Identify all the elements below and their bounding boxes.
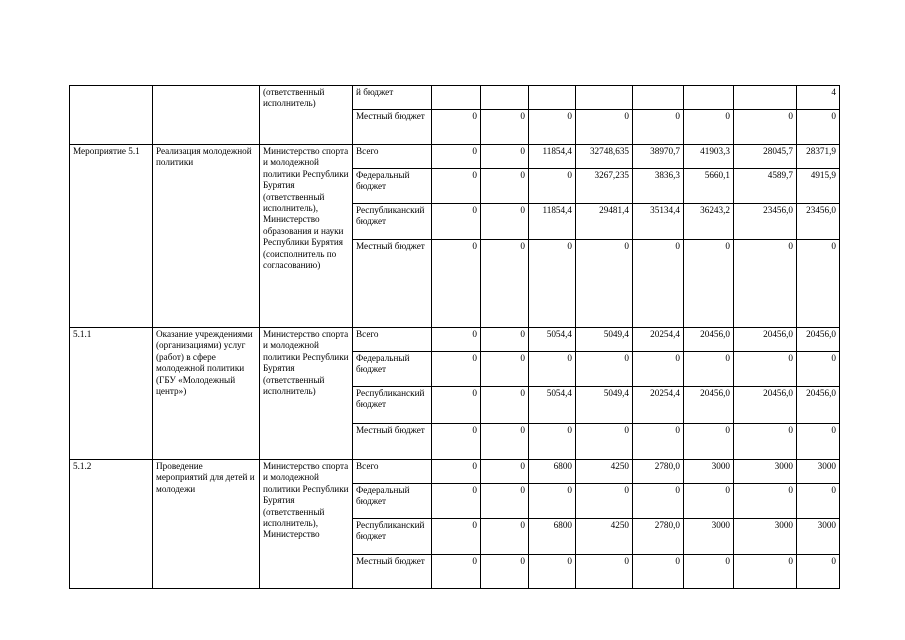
value-cell: 0 [432, 169, 481, 204]
value-cell: 0 [432, 519, 481, 555]
value-cell: 0 [684, 110, 734, 145]
value-cell [432, 86, 481, 110]
value-cell: 0 [797, 110, 840, 145]
value-cell: 0 [633, 555, 684, 589]
value-cell: 6800 [529, 519, 576, 555]
value-cell: 0 [734, 424, 797, 460]
value-cell: 0 [797, 424, 840, 460]
value-cell: 4 [797, 86, 840, 110]
value-cell: 0 [529, 240, 576, 328]
value-cell: 3000 [797, 519, 840, 555]
source-cell: Республиканский бюджет [353, 519, 432, 555]
value-cell: 0 [576, 110, 633, 145]
value-cell: 20456,0 [684, 387, 734, 424]
value-cell: 4250 [576, 519, 633, 555]
value-cell: 0 [432, 352, 481, 387]
value-cell: 3267,235 [576, 169, 633, 204]
value-cell: 0 [529, 555, 576, 589]
name-cell [153, 86, 260, 145]
value-cell: 20456,0 [684, 328, 734, 352]
value-cell: 35134,4 [633, 204, 684, 240]
source-cell: Республиканский бюджет [353, 387, 432, 424]
source-cell: Всего [353, 328, 432, 352]
value-cell: 3000 [734, 460, 797, 484]
value-cell: 32748,635 [576, 145, 633, 169]
value-cell: 0 [797, 484, 840, 519]
value-cell: 0 [529, 484, 576, 519]
value-cell: 0 [481, 240, 529, 328]
value-cell: 0 [684, 240, 734, 328]
name-cell: Оказание учреждениями (организациями) услуг (работ) в сфере молодежной политики (ГБУ «Молодежный центр») [153, 328, 260, 460]
table-row [70, 328, 840, 352]
name-cell: Проведение мероприятий для детей и молодежи [153, 460, 260, 589]
value-cell: 11854,4 [529, 145, 576, 169]
value-cell: 0 [684, 352, 734, 387]
source-cell: й бюджет [353, 86, 432, 110]
value-cell: 0 [734, 352, 797, 387]
value-cell: 0 [684, 424, 734, 460]
code-cell: 5.1.2 [70, 460, 153, 589]
table-row [70, 460, 840, 484]
budget-table [69, 85, 840, 589]
value-cell: 29481,4 [576, 204, 633, 240]
executor-cell: (ответственный исполнитель) [260, 86, 353, 145]
value-cell: 3836,3 [633, 169, 684, 204]
value-cell: 0 [797, 352, 840, 387]
value-cell: 23456,0 [797, 204, 840, 240]
value-cell: 0 [684, 484, 734, 519]
value-cell: 4250 [576, 460, 633, 484]
value-cell: 0 [481, 204, 529, 240]
value-cell: 3000 [797, 460, 840, 484]
source-cell: Местный бюджет [353, 240, 432, 328]
source-cell: Местный бюджет [353, 110, 432, 145]
source-cell: Федеральный бюджет [353, 352, 432, 387]
value-cell: 0 [481, 145, 529, 169]
value-cell: 23456,0 [734, 204, 797, 240]
value-cell: 0 [576, 484, 633, 519]
source-cell: Всего [353, 145, 432, 169]
value-cell: 0 [432, 240, 481, 328]
value-cell: 0 [432, 110, 481, 145]
code-cell: Мероприятие 5.1 [70, 145, 153, 328]
source-cell: Местный бюджет [353, 555, 432, 589]
value-cell: 38970,7 [633, 145, 684, 169]
value-cell: 5660,1 [684, 169, 734, 204]
value-cell: 20456,0 [797, 387, 840, 424]
value-cell: 5054,4 [529, 328, 576, 352]
value-cell: 0 [576, 424, 633, 460]
value-cell: 0 [481, 352, 529, 387]
value-cell: 0 [481, 424, 529, 460]
source-cell: Федеральный бюджет [353, 484, 432, 519]
value-cell: 0 [432, 204, 481, 240]
source-cell: Местный бюджет [353, 424, 432, 460]
value-cell: 36243,2 [684, 204, 734, 240]
value-cell: 3000 [684, 460, 734, 484]
value-cell: 6800 [529, 460, 576, 484]
value-cell: 20254,4 [633, 328, 684, 352]
value-cell: 5049,4 [576, 328, 633, 352]
value-cell: 0 [633, 424, 684, 460]
value-cell: 0 [529, 424, 576, 460]
value-cell: 0 [481, 328, 529, 352]
table-body [70, 86, 840, 589]
value-cell [481, 86, 529, 110]
value-cell: 41903,3 [684, 145, 734, 169]
value-cell: 28371,9 [797, 145, 840, 169]
value-cell: 20254,4 [633, 387, 684, 424]
value-cell [734, 86, 797, 110]
value-cell [684, 86, 734, 110]
value-cell: 0 [529, 169, 576, 204]
code-cell [70, 86, 153, 145]
executor-cell: Министерство спорта и молодежной политики Республики Бурятия (ответственный исполнитель), Министерство образования и науки Республики Бурятия (соисполнитель по согласованию) [260, 145, 353, 328]
executor-cell: Министерство спорта и молодежной политики Республики Бурятия (ответственный исполнитель), Министерство [260, 460, 353, 589]
value-cell [529, 86, 576, 110]
table-row [70, 86, 840, 110]
value-cell: 0 [633, 240, 684, 328]
value-cell: 0 [633, 110, 684, 145]
value-cell: 0 [797, 240, 840, 328]
value-cell: 0 [633, 484, 684, 519]
value-cell: 4589,7 [734, 169, 797, 204]
value-cell: 0 [481, 484, 529, 519]
executor-cell: Министерство спорта и молодежной политики Республики Бурятия (ответственный исполнитель) [260, 328, 353, 460]
value-cell: 5049,4 [576, 387, 633, 424]
value-cell: 20456,0 [734, 387, 797, 424]
value-cell: 0 [684, 555, 734, 589]
value-cell: 20456,0 [734, 328, 797, 352]
value-cell: 0 [734, 240, 797, 328]
value-cell: 0 [432, 328, 481, 352]
source-cell: Всего [353, 460, 432, 484]
value-cell: 0 [481, 555, 529, 589]
value-cell: 0 [734, 484, 797, 519]
value-cell: 28045,7 [734, 145, 797, 169]
value-cell: 0 [432, 555, 481, 589]
value-cell: 0 [481, 169, 529, 204]
value-cell: 0 [529, 110, 576, 145]
source-cell: Республиканский бюджет [353, 204, 432, 240]
value-cell: 0 [481, 460, 529, 484]
code-cell: 5.1.1 [70, 328, 153, 460]
value-cell: 0 [734, 110, 797, 145]
value-cell: 0 [432, 460, 481, 484]
source-cell: Федеральный бюджет [353, 169, 432, 204]
value-cell: 4915,9 [797, 169, 840, 204]
value-cell: 5054,4 [529, 387, 576, 424]
value-cell: 0 [481, 519, 529, 555]
value-cell: 20456,0 [797, 328, 840, 352]
value-cell: 2780,0 [633, 519, 684, 555]
value-cell: 2780,0 [633, 460, 684, 484]
value-cell: 0 [432, 387, 481, 424]
value-cell: 0 [576, 240, 633, 328]
value-cell: 0 [432, 424, 481, 460]
table-row [70, 145, 840, 169]
value-cell: 0 [432, 484, 481, 519]
value-cell: 0 [633, 352, 684, 387]
value-cell: 0 [734, 555, 797, 589]
value-cell: 0 [529, 352, 576, 387]
value-cell: 0 [432, 145, 481, 169]
value-cell: 0 [576, 352, 633, 387]
value-cell: 3000 [734, 519, 797, 555]
value-cell: 0 [797, 555, 840, 589]
name-cell: Реализация молодежной политики [153, 145, 260, 328]
value-cell: 0 [576, 555, 633, 589]
value-cell: 0 [481, 387, 529, 424]
value-cell [576, 86, 633, 110]
value-cell: 11854,4 [529, 204, 576, 240]
value-cell [633, 86, 684, 110]
value-cell: 3000 [684, 519, 734, 555]
value-cell: 0 [481, 110, 529, 145]
